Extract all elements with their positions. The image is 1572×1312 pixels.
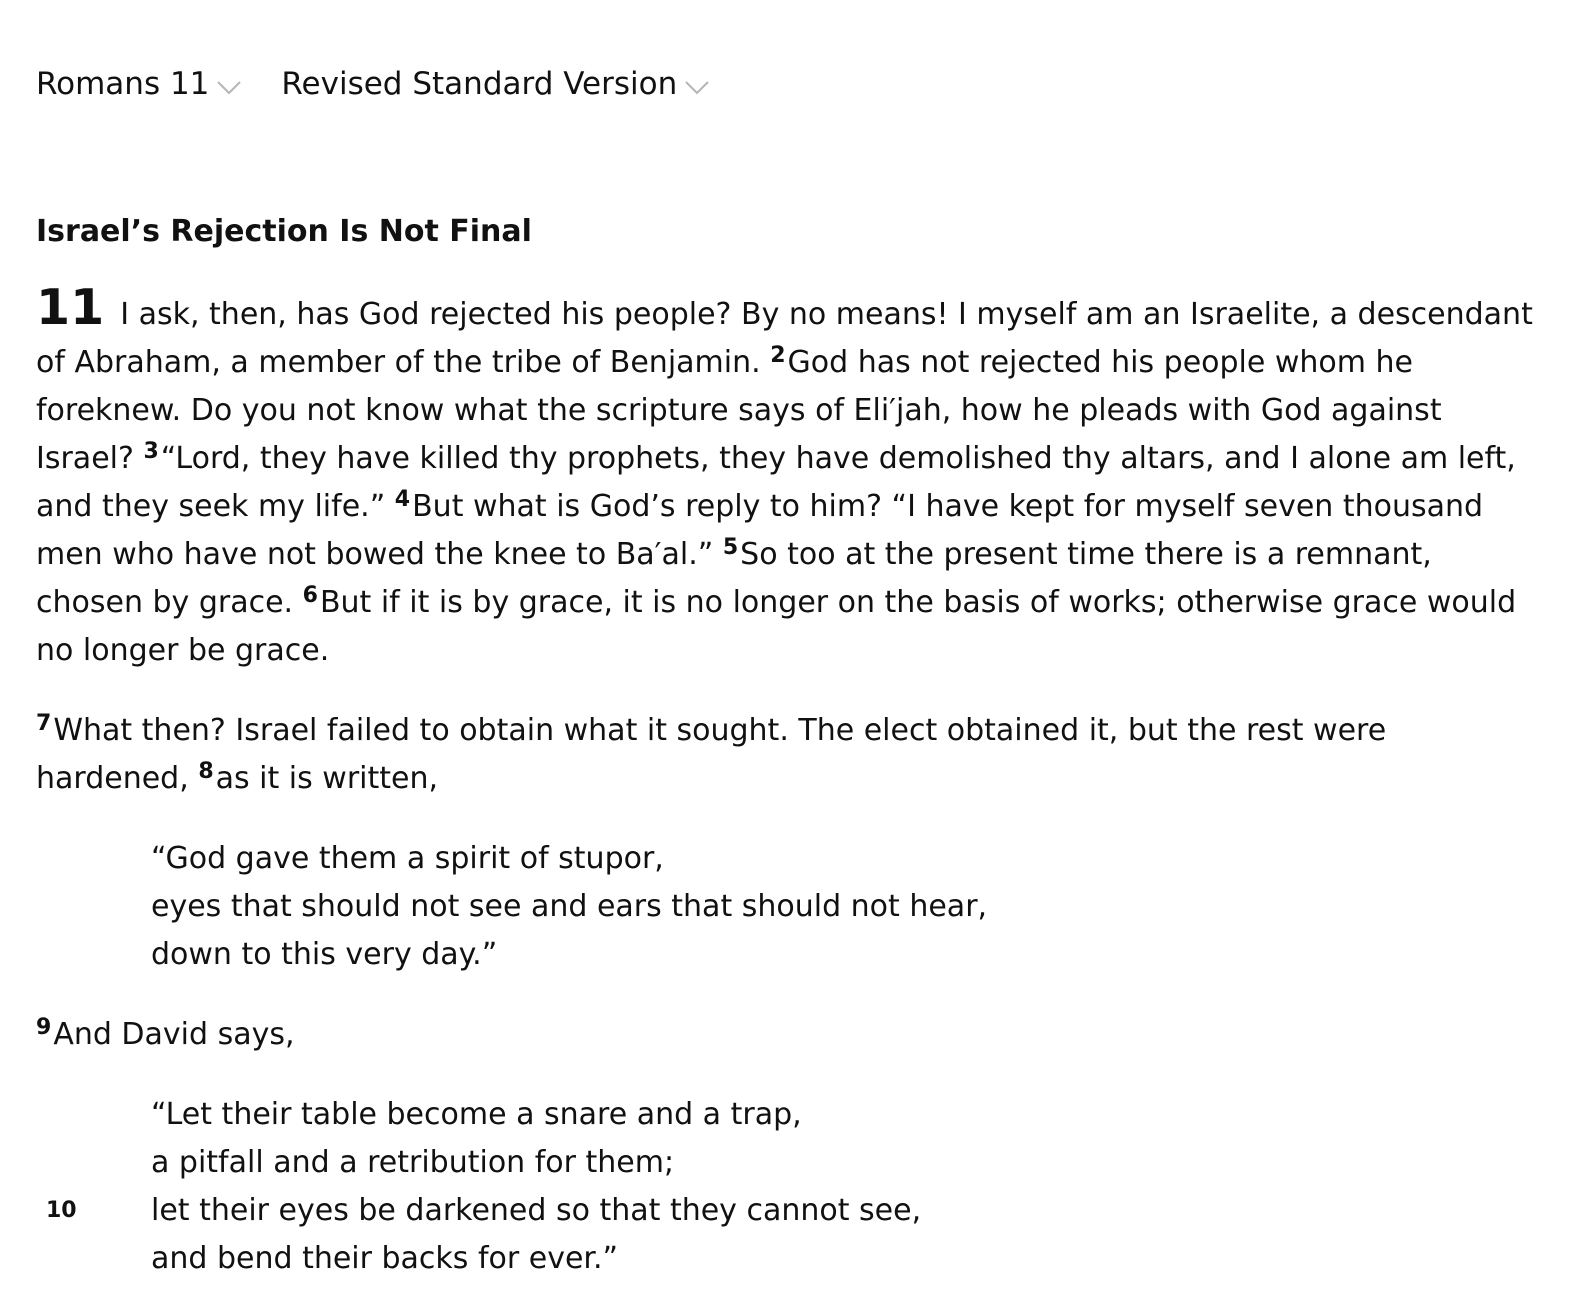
section-heading: Israel’s Rejection Is Not Final — [36, 214, 532, 249]
book-chapter-selector[interactable] — [36, 64, 241, 104]
poetry-quote-2 — [36, 1091, 1536, 1283]
book-chapter-label: Romans 11 — [36, 66, 210, 102]
chevron-down-icon — [217, 81, 241, 97]
verse-number-5[interactable]: 5 — [722, 535, 739, 561]
version-label: Revised Standard Version — [281, 66, 678, 102]
verse-8-text: as it is written, — [215, 761, 439, 796]
paragraph-3 — [36, 1011, 1536, 1059]
poetry-line: a pitfall and a retribution for them; — [151, 1145, 675, 1180]
poetry-line: and bend their backs for ever.” — [151, 1241, 619, 1276]
verse-number-9[interactable]: 9 — [36, 1015, 52, 1041]
verse-2-text: God has not rejected his people whom he foreknew. Do you not know what the scripture says of Eli′jah, how he pleads with God against Israel? — [36, 345, 1442, 476]
poetry-line: let their eyes be darkened so that they cannot see, — [151, 1193, 922, 1228]
verse-5-text: So too at the present time there is a remnant, chosen by grace. — [36, 537, 1432, 620]
poetry-line: “God gave them a spirit of stupor, — [151, 841, 664, 876]
chevron-down-icon — [685, 81, 709, 97]
verse-number-4[interactable]: 4 — [394, 487, 411, 513]
passage-content — [36, 212, 1536, 1283]
verse-number-7[interactable]: 7 — [36, 711, 52, 737]
verse-3-text: “Lord, they have killed thy prophets, they have demolished thy altars, and I alone am left, and they seek my life.” — [36, 441, 1516, 524]
verse-6-text: But if it is by grace, it is no longer on the basis of works; otherwise grace would no longer be grace. — [36, 585, 1517, 668]
paragraph-1 — [36, 279, 1536, 675]
verse-number-10[interactable]: 10 — [46, 1198, 77, 1223]
verse-4-text: But what is God’s reply to him? “I have kept for myself seven thousand men who have not bowed the knee to Ba′al.” — [36, 489, 1484, 572]
top-navigation — [36, 64, 709, 104]
poetry-line: down to this very day.” — [151, 937, 498, 972]
verse-number-8[interactable]: 8 — [198, 759, 214, 785]
verse-9-text: And David says, — [53, 1017, 295, 1052]
verse-number-2[interactable]: 2 — [770, 343, 786, 369]
verse-number-3[interactable]: 3 — [143, 439, 159, 465]
poetry-line: eyes that should not see and ears that should not hear, — [151, 889, 988, 924]
version-selector[interactable] — [281, 64, 709, 104]
poetry-line: “Let their table become a snare and a trap, — [151, 1097, 802, 1132]
paragraph-2 — [36, 707, 1536, 803]
poetry-quote-1 — [36, 835, 1536, 979]
verse-1-text: I ask, then, has God rejected his people? By no means! I myself am an Israelite, a descendant of Abraham, a member of the tribe of Benjamin. — [36, 297, 1533, 380]
verse-7-text: What then? Israel failed to obtain what it sought. The elect obtained it, but the rest were hardened, — [36, 713, 1387, 796]
verse-number-6[interactable]: 6 — [302, 583, 318, 609]
chapter-number: 11 — [36, 279, 105, 336]
